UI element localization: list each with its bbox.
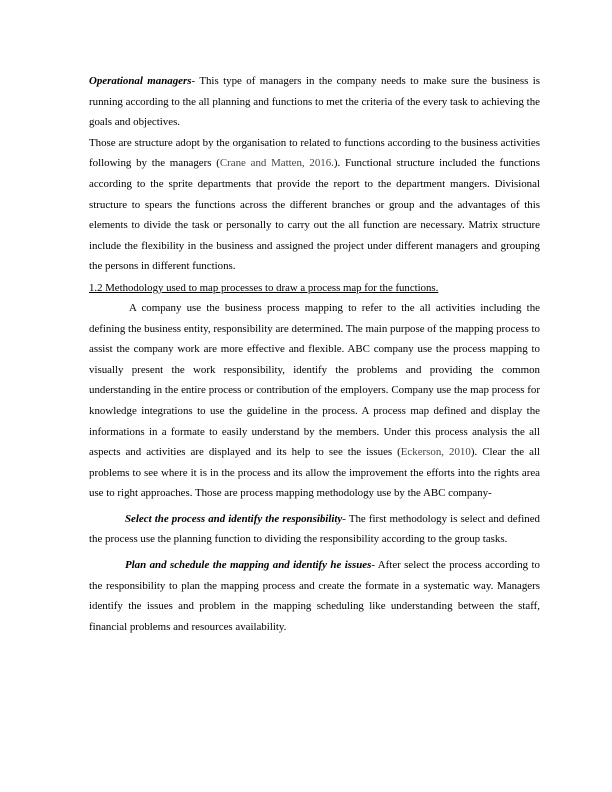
paragraph-process-mapping	[89, 298, 540, 504]
paragraph-select-process	[89, 509, 540, 550]
paragraph-text: Those are structure adopt by the organisation to related to functions according to the business activities following by the managers (	[89, 136, 540, 170]
term-plan-schedule: Plan and schedule the mapping and identify he issues	[125, 559, 372, 572]
citation-eckerson: Eckerson, 2010	[400, 446, 471, 459]
term-operational-managers: Operational managers	[89, 75, 192, 87]
paragraph-operational-managers	[89, 71, 540, 133]
paragraph-text: - The first methodology is select and defined the process use the planning function to dividing the responsibility according to the group tasks.	[89, 512, 540, 546]
paragraph-text: - This type of managers in the company needs to make sure the business is running according to the all planning and functions to met the criteria of the every task to achieving the goals and objectives.	[89, 75, 540, 129]
paragraph-plan-schedule	[89, 555, 540, 637]
section-heading: 1.2 Methodology used to map processes to draw a process map for the functions.	[89, 281, 439, 294]
term-select-process: Select the process and identify the responsibility	[125, 512, 343, 525]
paragraph-text: A company use the business process mapping to refer to the all activities including the defining the business entity, responsibility are determined. The main purpose of the mapping process to assist the company work are more effective and flexible. ABC company use the process mapping to visually present the work responsibility, identify the problems and providing the common understanding in the entire process or contribution of the employers. Company use the map process for knowledge integrations to use the guideline in the process. A process map defined and display the informations in a formate to easily understand by the members. Under this process analysis the all aspects and activities are displayed and its help to see the issues (	[89, 301, 540, 459]
paragraph-structures	[89, 133, 540, 277]
paragraph-text: ). Functional structure included the functions according to the sprite departments that provide the report to the department mangers. Divisional structure to spears the functions across the different branches or group and the advantages of this elements to divide the task or personally to carry out the all function are necessary. Matrix structure include the flexibility in the business and assigned the project under different managers and grouping the persons in different functions.	[89, 157, 540, 273]
document-page	[89, 71, 540, 637]
paragraph-text: - After select the process according to the responsibility to plan the mapping process and create the formate in a systematic way. Managers identify the issues and problem in the mapping scheduling like understanding between the staff, financial problems and resources availability.	[89, 559, 541, 633]
citation-crane-matten: Crane and Matten, 2016.	[219, 157, 334, 170]
paragraph-text: ). Clear the all problems to see where it is in the process and its allow the improvement the efforts into the rights area use to right approaches. Those are process mapping methodology use by the ABC company-	[89, 446, 540, 500]
